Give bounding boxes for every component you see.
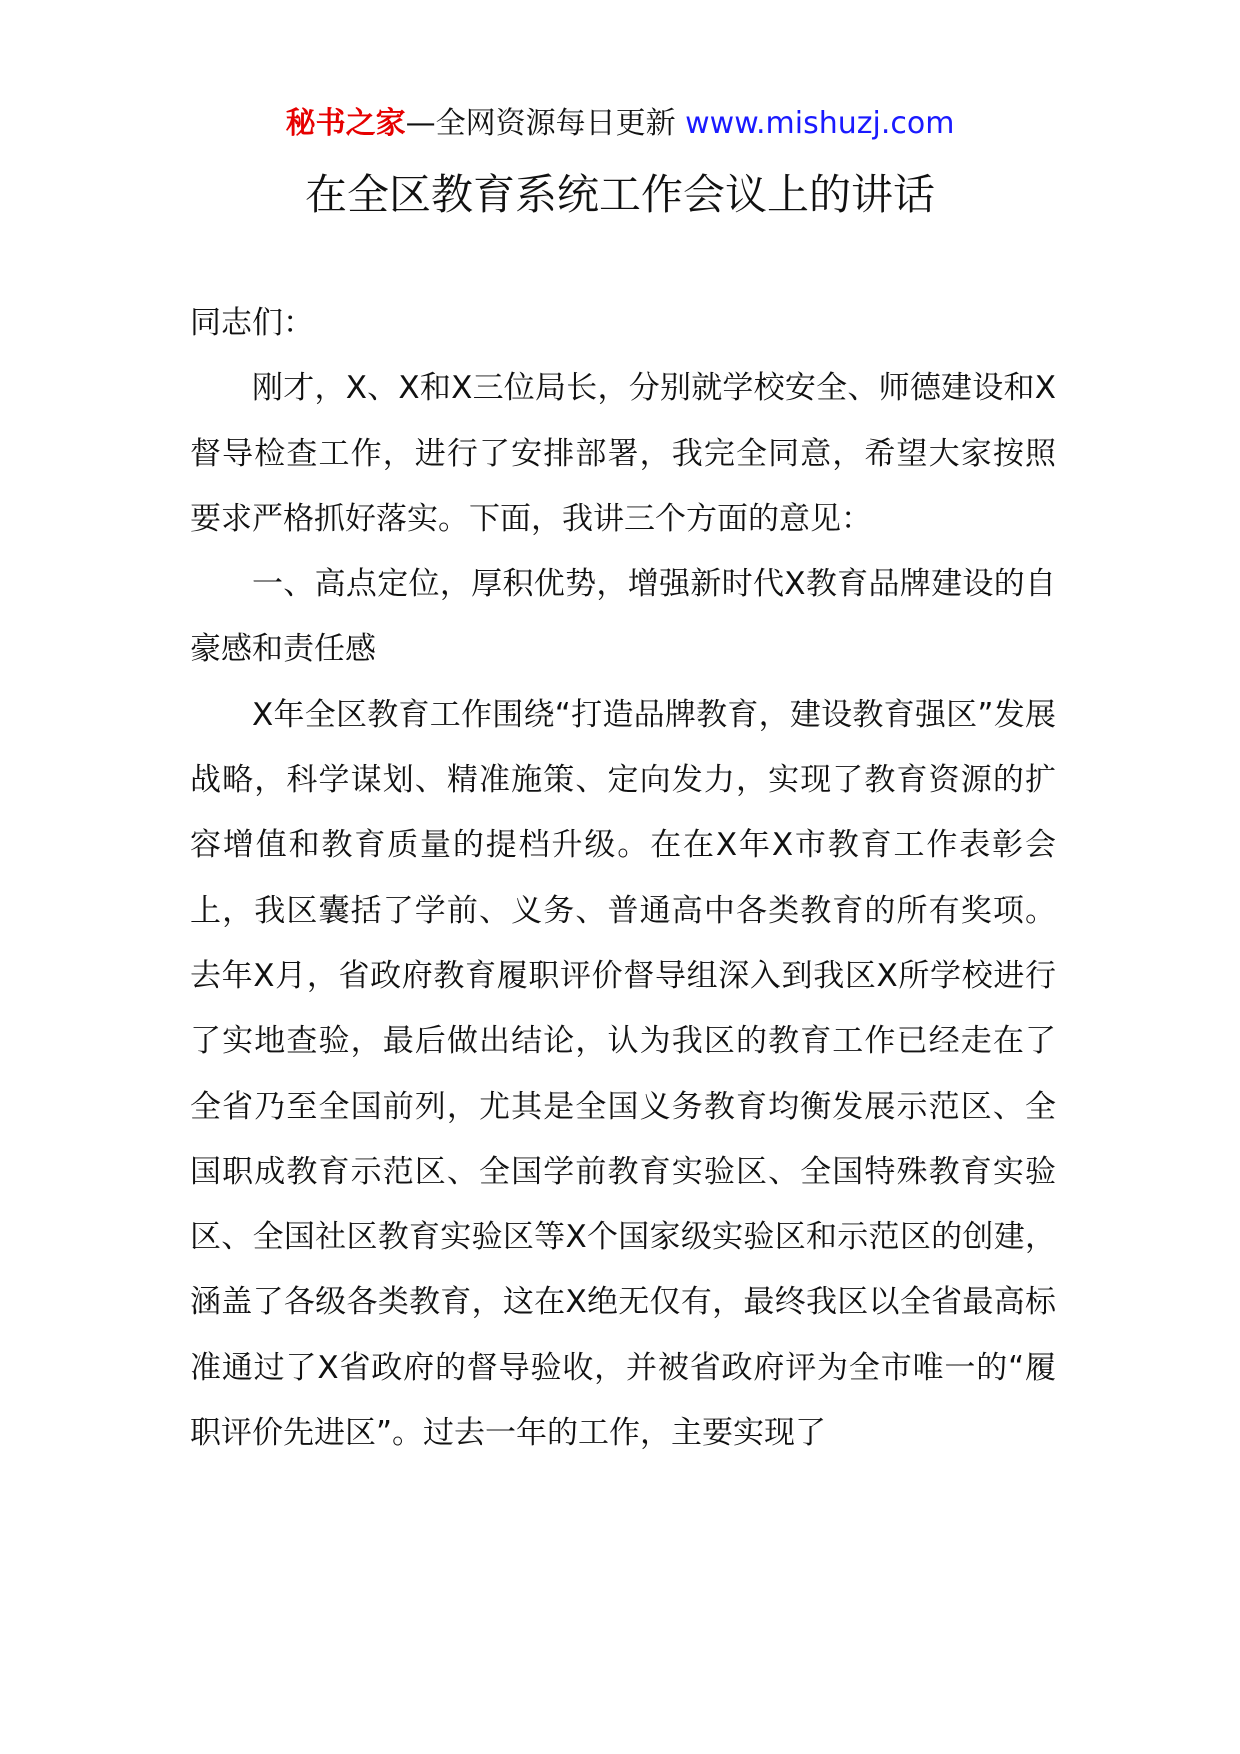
salutation: 同志们： <box>190 305 314 341</box>
body-paragraph-achievements: X年全区教育工作围绕“打造品牌教育，建设教育强区”发展战略，科学谋划、精准施策、定向发力，实现了教育资源的扩容增值和教育质量的提档升级。在在X年X市教育工作表彰会上，我区囊括了学前、义务、普通高中各类教育的所有奖项。去年X月，省政府教育履职评价督导组深入到我区X所学校进行了实地查验，最后做出结论，认为我区的教育工作已经走在了全省乃至全国前列，尤其是全国义务教育均衡发展示范区、全国职成教育示范区、全国学前教育实验区、全国特殊教育实验区、全国社区教育实验区等X个国家级实验区和示范区的创建，涵盖了各级各类教育，这在X绝无仅有，最终我区以全省最高标准通过了X省政府的督导验收，并被省政府评为全市唯一的“履职评价先进区”。过去一年的工作，主要实现了 <box>190 696 1056 1452</box>
site-brand-name: 秘书之家 <box>285 106 406 141</box>
site-tagline: —全网资源每日更新 <box>405 106 686 141</box>
section-heading-1: 一、高点定位，厚积优势，增强新时代X教育品牌建设的自豪感和责任感 <box>190 566 1056 668</box>
site-url-link[interactable]: www.mishuzj.com <box>685 106 955 141</box>
document-body <box>190 291 1056 1466</box>
site-header-banner <box>0 100 1240 148</box>
document-title: 在全区教育系统工作会议上的讲话 <box>304 170 935 219</box>
body-paragraph-intro: 刚才，X、X和X三位局长，分别就学校安全、师德建设和X督导检查工作，进行了安排部署，我完全同意，希望大家按照要求严格抓好落实。下面，我讲三个方面的意见： <box>190 370 1056 537</box>
